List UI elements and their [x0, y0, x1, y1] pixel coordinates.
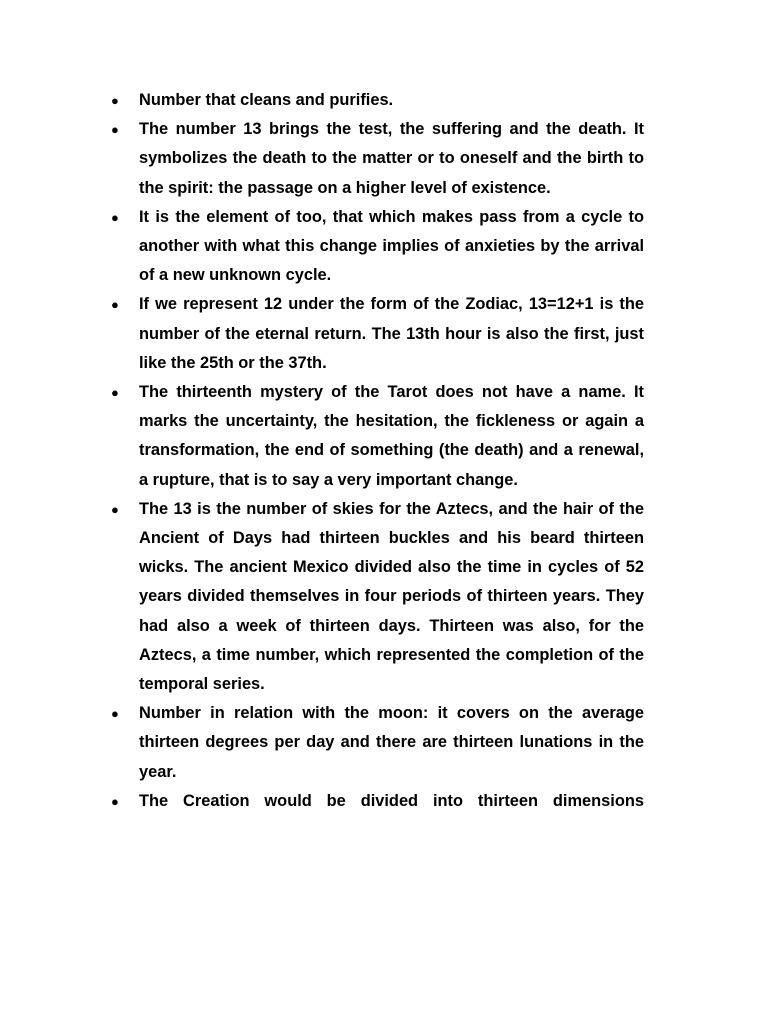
bullet-icon: ●: [111, 385, 119, 401]
list-item-text: Number in relation with the moon: it covers on the average thirteen degrees per day and there are thirteen lunations in the year.: [139, 704, 644, 781]
list-item: [111, 378, 644, 495]
list-item-text: The Creation would be divided into thirteen dimensions: [139, 791, 644, 810]
bullet-icon: ●: [111, 297, 119, 313]
list-item: [111, 495, 644, 699]
list-item-text: The number 13 brings the test, the suffering and the death. It symbolizes the death to the matter or to oneself and the birth to the spirit: the passage on a higher level of existence.: [139, 120, 644, 197]
list-item-text: If we represent 12 under the form of the Zodiac, 13=12+1 is the number of the eternal return. The 13th hour is also the first, just like the 25th or the 37th.: [139, 295, 644, 372]
bullet-icon: ●: [111, 209, 119, 225]
bullet-icon: ●: [111, 122, 119, 138]
list-item-text: Number that cleans and purifies.: [139, 91, 394, 109]
bullet-icon: ●: [111, 93, 119, 108]
bullet-icon: ●: [111, 706, 119, 722]
list-item-text: The thirteenth mystery of the Tarot does not have a name. It marks the uncertainty, the hesitation, the fickleness or again a transformation, the end of something (the death) and a renewal, a rupture, that is to say a very important change.: [139, 383, 644, 489]
list-item: [111, 115, 644, 203]
list-item-text: The 13 is the number of skies for the Aztecs, and the hair of the Ancient of Days had thirteen buckles and his beard thirteen wicks. The ancient Mexico divided also the time in cycles of 52 years divided themselves in four periods of thirteen years. They had also a week of thirteen days. Thirteen was also, for the Aztecs, a time number, which represented the completion of the temporal series.: [139, 499, 644, 694]
list-item-text: It is the element of too, that which makes pass from a cycle to another with what this change implies of anxieties by the arrival of a new unknown cycle.: [139, 207, 644, 285]
list-item: [111, 290, 644, 378]
list-item: [111, 203, 644, 291]
bullet-icon: ●: [111, 501, 119, 517]
bullet-list: [111, 86, 644, 816]
list-item: [111, 86, 644, 115]
list-item: [111, 787, 644, 816]
list-item: [111, 699, 644, 787]
bullet-icon: ●: [111, 793, 119, 809]
